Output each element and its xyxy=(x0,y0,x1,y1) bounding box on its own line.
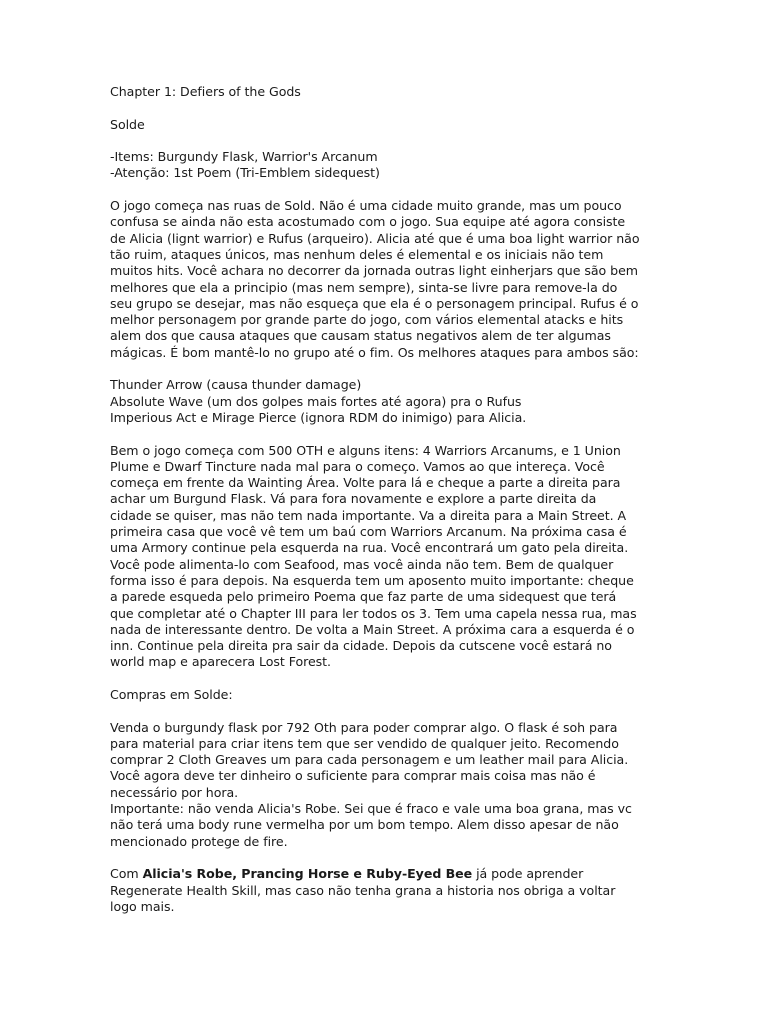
location-heading: Solde xyxy=(110,116,145,132)
final-paragraph xyxy=(110,866,670,915)
text-line: cidade se quiser, mas não tem nada importante. Va a direita para a Main Street. A xyxy=(110,507,627,523)
text-line: confusa se ainda não esta acostumado com o jogo. Sua equipe até agora consiste xyxy=(110,214,626,230)
attack-item: Thunder Arrow (causa thunder damage) xyxy=(110,377,362,393)
text-line: começa em frente da Wainting Área. Volte para lá e cheque a parte a direita para xyxy=(110,475,621,491)
spacer xyxy=(110,703,670,719)
spacer xyxy=(110,671,670,687)
text-line: O jogo começa nas ruas de Sold. Não é uma cidade muito grande, mas um pouco xyxy=(110,198,622,214)
text-line: para material para criar itens tem que ser vendido de qualquer jeito. Recomendo xyxy=(110,735,619,751)
text-line: Venda o burgundy flask por 792 Oth para poder comprar algo. O flask é soh para xyxy=(110,719,618,735)
text-line: inn. Continue pela direita pra sair da cidade. Depois da cutscene você estará no xyxy=(110,638,612,654)
text-line: que completar até o Chapter III para ler todos os 3. Tem uma capela nessa rua, mas xyxy=(110,605,637,621)
text-line: muitos hits. Você achara no decorrer da jornada outras light einherjars que são bem xyxy=(110,263,639,279)
text-line: Você agora deve ter dinheiro o suficiente para comprar mais coisa mas não é xyxy=(110,768,596,784)
text-line xyxy=(110,866,670,882)
shopping-paragraph xyxy=(110,720,670,850)
text-line: world map e aparecera Lost Forest. xyxy=(110,654,332,670)
intro-paragraph xyxy=(110,198,670,361)
attacks-list xyxy=(110,377,670,426)
walkthrough-paragraph xyxy=(110,443,670,671)
text-line: uma Armory continue pela esquerda na rua. Você encontrará um gato pela direita. xyxy=(110,540,629,556)
text-line: Importante: não venda Alicia's Robe. Sei que é fraco e vale uma boa grana, mas vc xyxy=(110,801,632,817)
text-line: necessário por hora. xyxy=(110,784,239,800)
text-line: logo mais. xyxy=(110,898,175,914)
attention-line: -Atenção: 1st Poem (Tri-Emblem sidequest) xyxy=(110,165,380,181)
text-line: comprar 2 Cloth Greaves um para cada personagem e um leather mail para Alicia. xyxy=(110,752,629,768)
attack-item: Imperious Act e Mirage Pierce (ignora RDM do inimigo) para Alicia. xyxy=(110,409,527,425)
text-line: forma isso é para depois. Na esquerda tem um aposento muito importante: cheque xyxy=(110,572,634,588)
items-line: -Items: Burgundy Flask, Warrior's Arcanum xyxy=(110,149,378,165)
text-line: mágicas. É bom mantê-lo no grupo até o fim. Os melhores ataques para ambos são: xyxy=(110,344,639,360)
text-line: Bem o jogo começa com 500 OTH e alguns itens: 4 Warriors Arcanums, e 1 Union xyxy=(110,442,621,458)
text-line: seu grupo se desejar, mas não esqueça que ela é o personagem principal. Rufus é o xyxy=(110,295,639,311)
spacer xyxy=(110,361,670,377)
text-line: Você pode alimenta-lo com Seafood, mas você ainda não tem. Bem de qualquer xyxy=(110,556,614,572)
document-page xyxy=(110,84,670,915)
spacer xyxy=(110,426,670,442)
spacer xyxy=(110,850,670,866)
attack-item: Absolute Wave (um dos golpes mais fortes até agora) pra o Rufus xyxy=(110,393,522,409)
text-line: Plume e Dwarf Tincture nada mal para o começo. Vamos ao que intereça. Você xyxy=(110,458,605,474)
spacer xyxy=(110,133,670,149)
spacer xyxy=(110,182,670,198)
text-line: melhor personagem por grande parte do jogo, com vários elemental atacks e hits xyxy=(110,312,624,328)
text-line: a parede esqueda pelo primeiro Poema que faz parte de uma sidequest que terá xyxy=(110,589,617,605)
text-line: achar um Burgund Flask. Vá para fora novamente e explore a parte direita da xyxy=(110,491,597,507)
text-line: primeira casa que você vê tem um baú com Warriors Arcanum. Na próxima casa é xyxy=(110,524,627,540)
text-line: mencionado protege de fire. xyxy=(110,833,288,849)
text-line: tão ruim, ataques únicos, mas nenhum deles é elemental e os iniciais não tem xyxy=(110,246,604,262)
text-line: nada de interessante dentro. De volta a Main Street. A próxima cara a esquerda é o xyxy=(110,621,635,637)
text-line: alem dos que causa ataques que causam status negativos alem de ter algumas xyxy=(110,328,611,344)
text-segment: já pode aprender xyxy=(472,866,584,882)
bold-item-names: Alicia's Robe, Prancing Horse e Ruby-Eyed Bee xyxy=(142,866,473,882)
spacer xyxy=(110,100,670,116)
text-line: de Alicia (lignt warrior) e Rufus (arqueiro). Alicia até que é uma boa light warrior não xyxy=(110,230,640,246)
text-line: melhores que ela a principio (mas nem sempre), sinta-se livre para remove-la do xyxy=(110,279,618,295)
shopping-heading: Compras em Solde: xyxy=(110,686,233,702)
text-line: não terá uma body rune vermelha por um bom tempo. Alem disso apesar de não xyxy=(110,817,619,833)
chapter-title: Chapter 1: Defiers of the Gods xyxy=(110,84,301,99)
text-line: Regenerate Health Skill, mas caso não tenha grana a historia nos obriga a voltar xyxy=(110,882,616,898)
text-segment: Com xyxy=(110,866,143,882)
